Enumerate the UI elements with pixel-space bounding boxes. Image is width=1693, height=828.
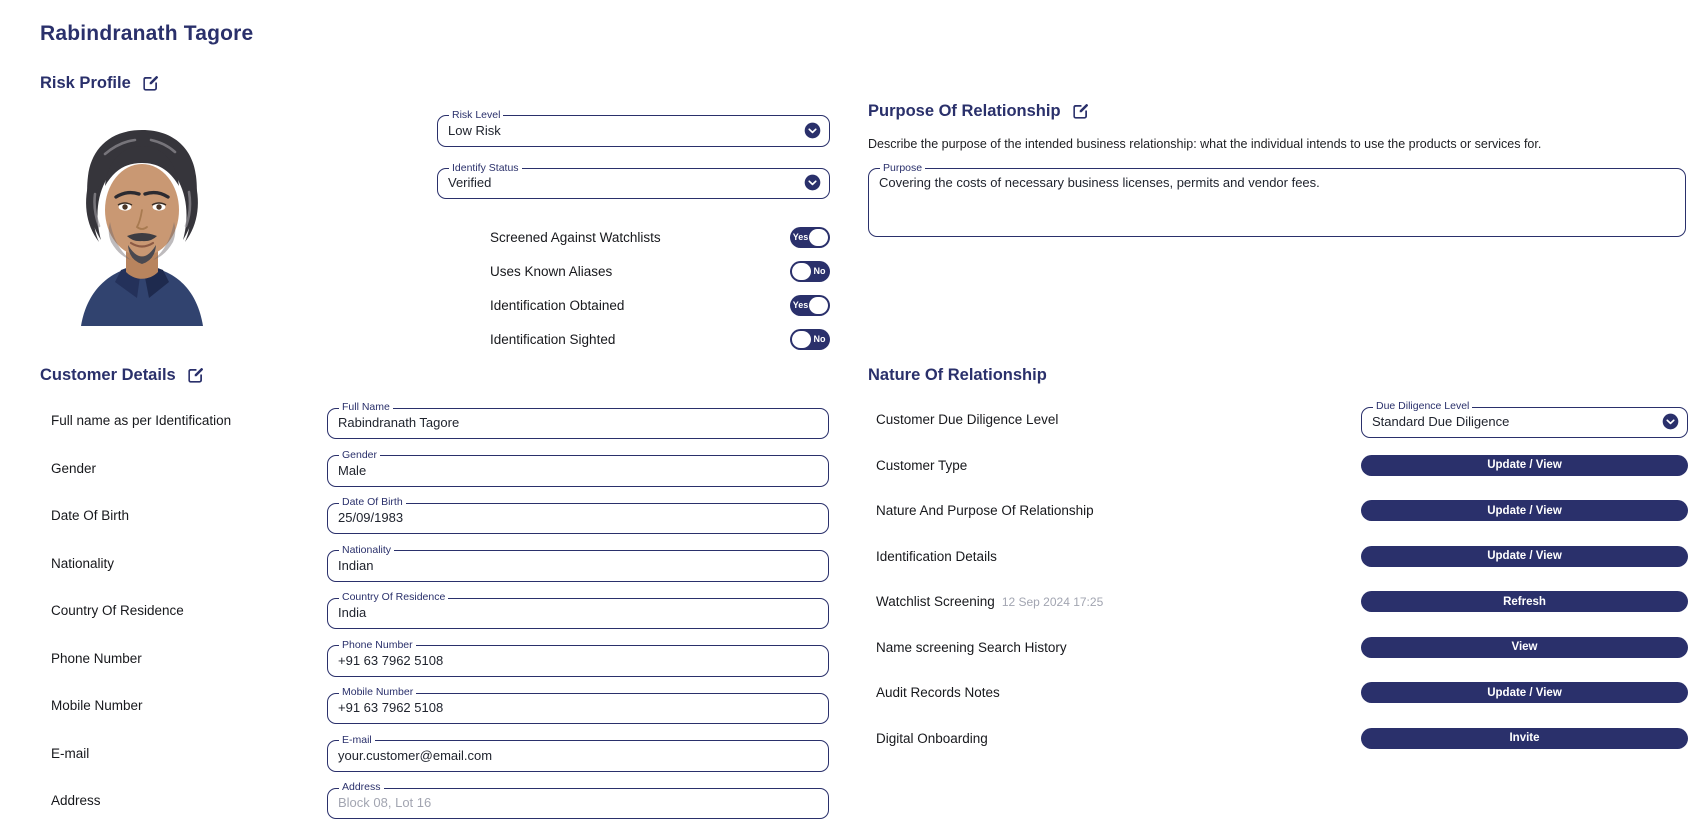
phone-number-input[interactable] xyxy=(338,653,818,671)
row-nationality xyxy=(40,540,832,588)
risk-level-value: Low Risk xyxy=(448,122,501,138)
toggle-knob xyxy=(792,263,811,280)
watchlist-screening-timestamp: 12 Sep 2024 17:25 xyxy=(1001,594,1104,609)
row-address xyxy=(40,777,832,825)
row-label: E-mail xyxy=(51,745,90,761)
row-label: Audit Records Notes xyxy=(876,685,1000,701)
date-of-birth-input[interactable] xyxy=(338,510,818,528)
nature-heading xyxy=(868,366,1688,385)
toggle-knob xyxy=(809,297,828,314)
row-label: Address xyxy=(51,793,101,809)
row-full-name xyxy=(40,397,832,445)
nature-heading-text: Nature Of Relationship xyxy=(868,366,1047,384)
field-label: Phone Number xyxy=(342,638,413,651)
row-gender xyxy=(40,445,832,493)
nationality-field xyxy=(327,545,829,582)
toggle-row-identification-obtained xyxy=(437,288,830,322)
row-label: Customer Due Diligence Level xyxy=(876,412,1059,428)
phone-number-field xyxy=(327,640,829,677)
chevron-down-circle-icon[interactable] xyxy=(1662,413,1679,430)
row-email xyxy=(40,730,832,778)
toggle-identification-obtained[interactable] xyxy=(790,295,830,316)
row-label: Customer Type xyxy=(876,457,968,473)
purpose-heading xyxy=(868,102,1688,121)
row-label: Gender xyxy=(51,460,97,476)
portrait-illustration xyxy=(57,114,227,326)
toggle-row-screened-against-watchlists xyxy=(437,220,830,254)
risk-level-label: Risk Level xyxy=(452,109,501,121)
identify-status-label: Identify Status xyxy=(452,161,519,174)
row-mobile-number xyxy=(40,682,832,730)
audit-records-update-view-button[interactable]: Update / View xyxy=(1361,682,1688,703)
row-label: Date Of Birth xyxy=(51,508,130,524)
risk-profile-heading xyxy=(40,74,160,93)
nature-and-purpose-update-view-button[interactable]: Update / View xyxy=(1361,500,1688,521)
field-label: Nationality xyxy=(342,543,392,556)
email-input[interactable] xyxy=(338,748,818,766)
toggle-identification-sighted[interactable] xyxy=(790,329,830,350)
row-label: Mobile Number xyxy=(51,698,143,714)
toggle-row-identification-sighted xyxy=(437,322,830,356)
toggle-value: No xyxy=(813,265,826,276)
full-name-input[interactable] xyxy=(338,415,818,433)
customer-details-section xyxy=(40,366,832,825)
page-title: Rabindranath Tagore xyxy=(40,22,254,45)
digital-onboarding-invite-button[interactable]: Invite xyxy=(1361,728,1688,749)
address-field xyxy=(327,782,829,819)
toggle-label: Identification Obtained xyxy=(490,297,625,313)
customer-details-rows xyxy=(40,397,832,825)
row-label: Name screening Search History xyxy=(876,639,1067,655)
due-diligence-level-select[interactable] xyxy=(1361,401,1688,438)
customer-type-update-view-button[interactable]: Update / View xyxy=(1361,455,1688,476)
field-label: Due Diligence Level xyxy=(1376,400,1470,413)
chevron-down-circle-icon[interactable] xyxy=(804,174,821,191)
toggle-value: Yes xyxy=(792,231,809,242)
purpose-textarea[interactable] xyxy=(879,175,1675,223)
row-phone-number xyxy=(40,635,832,683)
toggle-label: Uses Known Aliases xyxy=(490,263,613,279)
purpose-textarea-field xyxy=(868,163,1686,237)
gender-input[interactable] xyxy=(338,463,818,481)
customer-photo xyxy=(57,114,227,326)
field-label: Mobile Number xyxy=(342,686,414,699)
name-screening-view-button[interactable]: View xyxy=(1361,637,1688,658)
customer-details-heading xyxy=(40,366,832,385)
row-label: Phone Number xyxy=(51,650,142,666)
field-label: Country Of Residence xyxy=(342,591,446,604)
row-audit-records-notes xyxy=(868,670,1688,716)
nature-of-relationship-section xyxy=(868,366,1688,761)
toggle-label: Screened Against Watchlists xyxy=(490,229,661,245)
row-label: Country Of Residence xyxy=(51,603,184,619)
risk-toggle-list xyxy=(437,220,830,356)
nature-rows xyxy=(868,397,1688,761)
address-input[interactable] xyxy=(338,795,818,813)
edit-icon[interactable] xyxy=(186,366,205,385)
toggle-knob xyxy=(809,229,828,246)
purpose-of-relationship-section xyxy=(868,102,1688,237)
row-customer-due-diligence-level xyxy=(868,397,1688,443)
field-label: E-mail xyxy=(342,733,372,746)
field-label: Date Of Birth xyxy=(342,496,403,509)
row-label: Full name as per Identification xyxy=(51,413,232,429)
row-identification-details xyxy=(868,534,1688,580)
row-label: Identification Details xyxy=(876,548,997,564)
identify-status-value: Verified xyxy=(448,175,492,191)
toggle-label: Identification Sighted xyxy=(490,331,616,347)
mobile-number-field xyxy=(327,687,829,724)
risk-profile-fields xyxy=(437,110,830,356)
field-label: Address xyxy=(342,781,381,794)
watchlist-screening-refresh-button[interactable]: Refresh xyxy=(1361,591,1688,612)
row-country-of-residence xyxy=(40,587,832,635)
full-name-field xyxy=(327,402,829,439)
purpose-heading-text: Purpose Of Relationship xyxy=(868,102,1061,120)
toggle-row-uses-known-aliases xyxy=(437,254,830,288)
row-date-of-birth xyxy=(40,492,832,540)
identify-status-select[interactable] xyxy=(437,163,830,200)
purpose-field-label: Purpose xyxy=(883,162,923,174)
email-field xyxy=(327,735,829,772)
row-label: Watchlist Screening xyxy=(876,593,995,609)
toggle-value: Yes xyxy=(792,299,809,310)
due-diligence-level-value: Standard Due Diligence xyxy=(1372,414,1510,430)
nationality-input[interactable] xyxy=(338,558,818,576)
edit-icon[interactable] xyxy=(1071,102,1090,121)
row-label: Digital Onboarding xyxy=(876,730,988,746)
date-of-birth-field xyxy=(327,497,829,534)
identification-details-update-view-button[interactable]: Update / View xyxy=(1361,546,1688,567)
toggle-screened-against-watchlists[interactable] xyxy=(790,227,830,248)
field-label: Gender xyxy=(342,448,378,461)
row-digital-onboarding xyxy=(868,716,1688,762)
row-label: Nationality xyxy=(51,555,115,571)
country-of-residence-input[interactable] xyxy=(338,605,818,623)
row-name-screening-search-history xyxy=(868,625,1688,671)
toggle-uses-known-aliases[interactable] xyxy=(790,261,830,282)
toggle-knob xyxy=(792,331,811,348)
country-of-residence-field xyxy=(327,592,829,629)
gender-field xyxy=(327,450,829,487)
row-nature-and-purpose xyxy=(868,488,1688,534)
field-label: Full Name xyxy=(342,401,390,414)
risk-profile-heading-text: Risk Profile xyxy=(40,74,131,92)
risk-level-select[interactable] xyxy=(437,110,830,147)
customer-details-heading-text: Customer Details xyxy=(40,366,176,384)
toggle-value: No xyxy=(813,333,826,344)
purpose-description: Describe the purpose of the intended business relationship: what the individual intends to use the products or services for. xyxy=(868,137,1542,151)
mobile-number-input[interactable] xyxy=(338,700,818,718)
edit-icon[interactable] xyxy=(141,74,160,93)
row-customer-type xyxy=(868,443,1688,489)
row-watchlist-screening xyxy=(868,579,1688,625)
row-label: Nature And Purpose Of Relationship xyxy=(876,503,1094,519)
chevron-down-circle-icon[interactable] xyxy=(804,122,821,139)
